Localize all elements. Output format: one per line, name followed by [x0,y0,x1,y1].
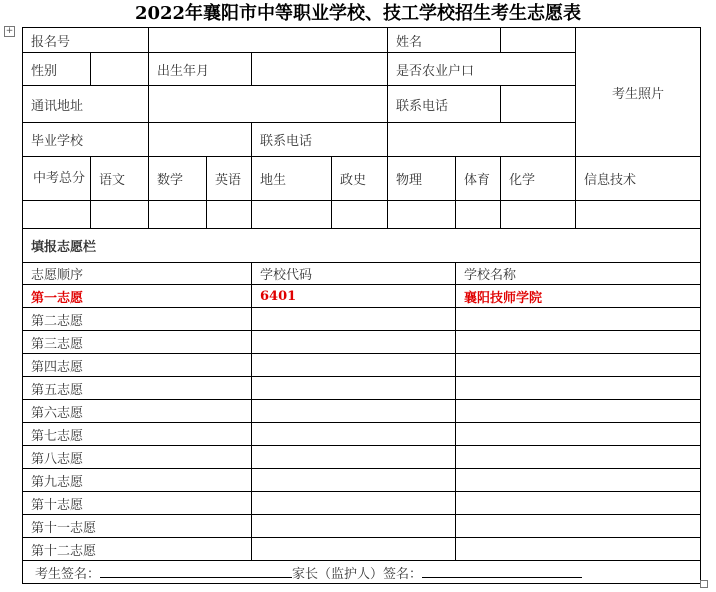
contact-phone-2-label: 联系电话 [252,123,388,157]
score-field[interactable] [456,201,501,229]
preference-order-header: 志愿顺序 [23,263,252,285]
school-code-field[interactable] [252,354,456,377]
score-field[interactable] [91,201,149,229]
preference-row [23,423,701,446]
school-code-field[interactable] [252,308,456,331]
subject-label: 化学 [501,157,576,201]
table-move-handle-icon[interactable]: + [5,26,14,36]
subject-label: 英语 [207,157,252,201]
subject-label: 政史 [332,157,388,201]
school-code-field[interactable] [252,446,456,469]
preference-row [23,331,701,354]
preference-order: 第四志愿 [23,354,252,377]
parent-signature-line[interactable] [422,565,582,578]
school-name-field[interactable]: 襄阳技师学院 [456,285,701,308]
preference-row [23,446,701,469]
score-field[interactable] [252,201,332,229]
contact-phone-label: 联系电话 [388,86,501,123]
birth-date-label: 出生年月 [149,53,252,86]
subject-label: 体育 [456,157,501,201]
row-section-title [23,229,701,263]
preference-row [23,377,701,400]
score-field[interactable] [149,201,207,229]
school-code-field[interactable] [252,492,456,515]
preference-order: 第三志愿 [23,331,252,354]
school-code-field[interactable] [252,469,456,492]
preference-order: 第一志愿 [23,285,252,308]
contact-phone-field[interactable] [501,86,576,123]
rural-hukou-label: 是否农业户口 [388,53,576,86]
registration-no-field[interactable] [149,28,388,53]
preference-order: 第六志愿 [23,400,252,423]
school-code-field[interactable] [252,400,456,423]
student-signature-label: 考生签名： [35,566,101,582]
birth-date-field[interactable] [252,53,388,86]
school-name-field[interactable] [456,538,701,561]
preference-row [23,400,701,423]
preference-row [23,469,701,492]
table-resize-handle-icon[interactable] [700,580,708,588]
school-name-field[interactable] [456,331,701,354]
subject-label: 语文 [91,157,149,201]
subject-label: 物理 [388,157,456,201]
signature-area [23,561,701,584]
student-signature-line[interactable] [100,565,292,578]
graduated-school-label: 毕业学校 [23,123,149,157]
form-title: 2022年襄阳市中等职业学校、技工学校招生考生志愿表 [134,3,582,24]
preferences-section-title: 填报志愿栏 [23,229,701,263]
score-field[interactable] [388,201,456,229]
school-name-field[interactable] [456,400,701,423]
school-name-field[interactable] [456,354,701,377]
address-field[interactable] [149,86,388,123]
subject-label: 信息技术 [576,157,701,201]
preference-order: 第八志愿 [23,446,252,469]
school-code-field[interactable] [252,377,456,400]
preference-row [23,354,701,377]
score-field[interactable] [207,201,252,229]
preference-order: 第十一志愿 [23,515,252,538]
school-name-field[interactable] [456,469,701,492]
row-preference-headers [23,263,701,285]
score-field[interactable] [501,201,576,229]
preference-order: 第十二志愿 [23,538,252,561]
name-field[interactable] [501,28,576,53]
preference-row [23,515,701,538]
total-score-label: 中考总分 [23,157,91,201]
school-code-field[interactable] [252,515,456,538]
gender-label: 性别 [23,53,91,86]
score-field[interactable] [332,201,388,229]
subject-label: 数学 [149,157,207,201]
row-registration [23,28,701,53]
preference-order: 第九志愿 [23,469,252,492]
photo-box: 考生照片 [576,28,701,157]
school-name-field[interactable] [456,423,701,446]
preference-row [23,492,701,515]
row-score-headers [23,157,701,201]
application-form-table [22,27,701,584]
school-code-field[interactable]: 6401 [252,285,456,308]
contact-phone-2-field[interactable] [388,123,576,157]
school-name-field[interactable] [456,515,701,538]
score-field[interactable] [576,201,701,229]
school-name-field[interactable] [456,308,701,331]
row-signatures [23,561,701,584]
school-code-header: 学校代码 [252,263,456,285]
parent-signature-label: 家长（监护人）签名： [292,566,423,582]
school-code-field[interactable] [252,538,456,561]
preference-order: 第十志愿 [23,492,252,515]
preference-order: 第五志愿 [23,377,252,400]
graduated-school-field[interactable] [149,123,252,157]
school-code-field[interactable] [252,423,456,446]
gender-field[interactable] [91,53,149,86]
school-name-field[interactable] [456,446,701,469]
preference-row [23,285,701,308]
address-label: 通讯地址 [23,86,149,123]
name-label: 姓名 [388,28,501,53]
subject-label: 地生 [252,157,332,201]
preference-order: 第二志愿 [23,308,252,331]
score-field[interactable] [23,201,91,229]
school-name-field[interactable] [456,492,701,515]
registration-no-label: 报名号 [23,28,149,53]
preference-row [23,538,701,561]
preference-row [23,308,701,331]
school-name-field[interactable] [456,377,701,400]
row-score-values [23,201,701,229]
school-name-header: 学校名称 [456,263,701,285]
preference-order: 第七志愿 [23,423,252,446]
school-code-field[interactable] [252,331,456,354]
